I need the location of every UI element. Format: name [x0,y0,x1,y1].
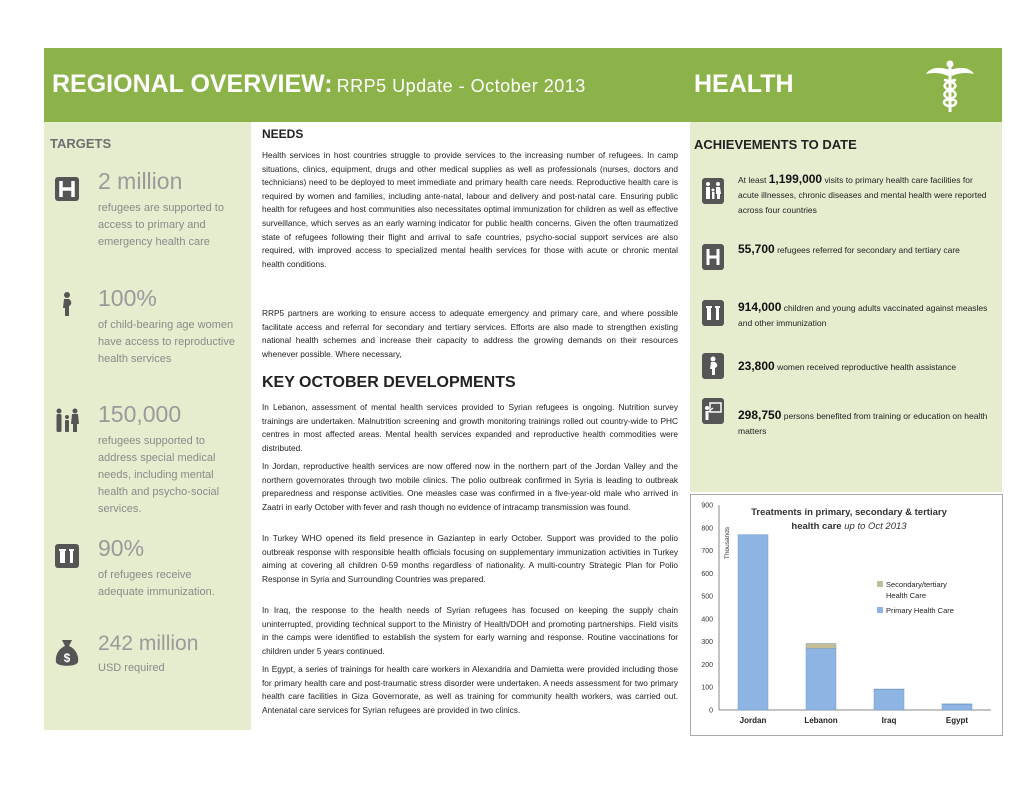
achievement-text: 914,000 children and young adults vaccinated against measles and other immunization [738,300,988,328]
bar-segment [874,690,904,711]
y-tick-label: 700 [701,548,713,556]
training-icon [702,398,724,424]
target-value: 2 million [98,168,183,194]
achievement-value: 1,199,000 [768,172,823,186]
targets-heading: TARGETS [50,136,112,151]
bar-segment [738,535,768,710]
family-icon [702,178,724,204]
header-banner [44,48,1002,122]
achievement-value: 298,750 [738,408,782,422]
sector-title: HEALTH [694,70,794,98]
achievement-value: 23,800 [738,359,775,373]
chart-title: Treatments in primary, secondary & tertiary [751,507,947,518]
hospital-h-icon [702,244,724,270]
x-tick-label: Jordan [739,716,767,725]
bar-segment [806,643,836,648]
chart-title-line2: health care up to Oct 2013 [791,521,907,532]
x-tick-label: Lebanon [804,716,838,725]
pregnant-woman-icon [54,291,80,317]
target-description: of refugees receive adequate immunization. [98,569,215,598]
svg-text:$: $ [63,651,71,665]
legend-swatch [877,607,883,613]
target-value: 242 million [98,632,199,655]
y-tick-label: 200 [701,661,713,669]
achievements-heading: ACHIEVEMENTS TO DATE [694,137,857,152]
achievement-text: 298,750 persons benefited from training or education on health matters [738,408,988,436]
y-tick-label: 100 [701,684,713,692]
target-value: 100% [98,285,157,311]
achievement-text: 55,700 refugees referred for secondary and tertiary care [738,242,960,256]
page-title [52,70,586,99]
target-description: of child-bearing age women have access to reproductive health services [98,319,235,365]
legend-label: Primary Health Care [886,606,954,615]
development-paragraph: In Lebanon, assessment of mental health services provided to Syrian refugees is ongoing. Nutrition survey trainings are undertaken. Malnutrition screening and growth monitoring trainings rolled out country-wide to PHC centres in most affected areas. Mental health services expanded and reproductive health commodities were distributed. [262,402,678,453]
needs-heading: NEEDS [262,127,304,141]
bar-chart-svg [691,495,1002,735]
development-paragraph: In Jordan, reproductive health services are now offered now in the northern part of the Jordan Valley and the northern governorates through two mobile clinics. The polio outbreak confirmed in Syria is leading to outbreak preparedness and response activities. One measles case was confirmed in a five-year-old male who arrived in Zaatri in early October with fever and rash though no evidence of intracamp transmission was found. [262,461,678,512]
needs-paragraph: RRP5 partners are working to ensure access to adequate emergency and primary care, and where possible facilitate access and referral for secondary and tertiary services. Efforts are also made to strengthen existing national health schemes and increase their capacity to address the growing demands on their resources whenever possible. Where necessary, [262,308,678,359]
hospital-h-icon [54,176,80,202]
achievement-value: 55,700 [738,242,775,256]
development-paragraph: In Iraq, the response to the health needs of Syrian refugees has focused on keeping the supply chain uninterrupted, providing technical support to the Ministry of Health/DOH and promoting partnerships. Field visits in the camps were identified to establish the system for early warning and response. Routine vaccinations for children under 5 years continued. [262,605,678,656]
money-bag-icon [54,638,80,668]
needs-developments-column [262,127,678,715]
targets-panel [44,122,251,730]
y-tick-label: 600 [701,570,713,578]
legend-swatch [877,581,883,587]
vaccine-icon [702,300,724,326]
y-axis-label: Thousands [724,526,731,560]
target-description: USD required [98,662,165,674]
y-tick-label: 300 [701,639,713,647]
legend-label: Secondary/tertiary [886,580,947,589]
title-text: REGIONAL OVERVIEW: [52,70,333,98]
development-paragraph: In Egypt, a series of trainings for health care workers in Alexandria and Damietta were provided including those for primary health care and post-traumatic stress disorder were undertaken. A needs assessment for two primary health care facilities in Giza Governorate, as well as training for community health workers, was carried out. Antenatal care services for Syrian refugees are provided in two clinics. [262,664,678,715]
subtitle-text: RRP5 Update - October 2013 [336,76,586,96]
x-tick-label: Egypt [945,716,969,725]
y-tick-label: 500 [701,593,713,601]
vaccine-icon [54,543,80,569]
family-icon [54,407,80,433]
achievements-panel [690,122,1002,492]
needs-paragraph: Health services in host countries struggle to provide services to the increasing number of refugees. In camp situations, clinics, equipment, drugs and other medical supplies as well as professionals (nurses, doctors and technicians) need to be deployed to meet immediate and primary health care needs. Reproductive health care is required by women and families, including ante-natal, labour and delivery and post-natal care. Ensuring public health for refugees and host communities also necessitates optimal immunization for children as well as effective surveillance, which serves as an early warning indicator for public health concerns. Given the often traumatized state of refugees following their flight and arrival to safe countries, psycho-social support services are also required, with improved access to specialized mental health services for those with acute or chronic mental health conditions. [262,150,678,269]
x-tick-label: Iraq [881,716,897,725]
y-tick-label: 0 [709,707,713,715]
y-tick-label: 800 [701,525,713,533]
y-tick-label: 400 [701,616,713,624]
target-value: 90% [98,535,145,561]
achievement-text: 23,800 women received reproductive health assistance [738,359,957,373]
development-paragraph: In Turkey WHO opened its field presence in Gaziantep in early October. Support was provided to the polio outbreak response with responsible health officials focusing on supplementary immunization activities in Turkey aiming at covering all children 0-59 months regardless of nationality. A multi-country Strategic Plan for Polio Response in Syria and Surrounding Countries was prepared. [262,533,678,584]
caduceus-icon [924,58,976,114]
legend-label: Health Care [886,591,927,600]
bar-segment [942,704,972,710]
achievement-value: 914,000 [738,300,782,314]
target-description: refugees supported to address special medical needs, including mental health and psycho-social services. [98,435,220,515]
target-description: refugees are supported to access to primary and emergency health care [98,202,224,248]
target-value: 150,000 [98,401,182,427]
y-tick-label: 900 [701,502,713,510]
achievement-text: At least 1,199,000 visits to primary health care facilities for acute illnesses, chronic diseases and mental health were reported across four countries [738,172,987,215]
pregnant-woman-icon [702,353,724,379]
treatments-chart [690,494,1003,736]
developments-heading: KEY OCTOBER DEVELOPMENTS [262,374,516,391]
bar-segment [806,649,836,711]
